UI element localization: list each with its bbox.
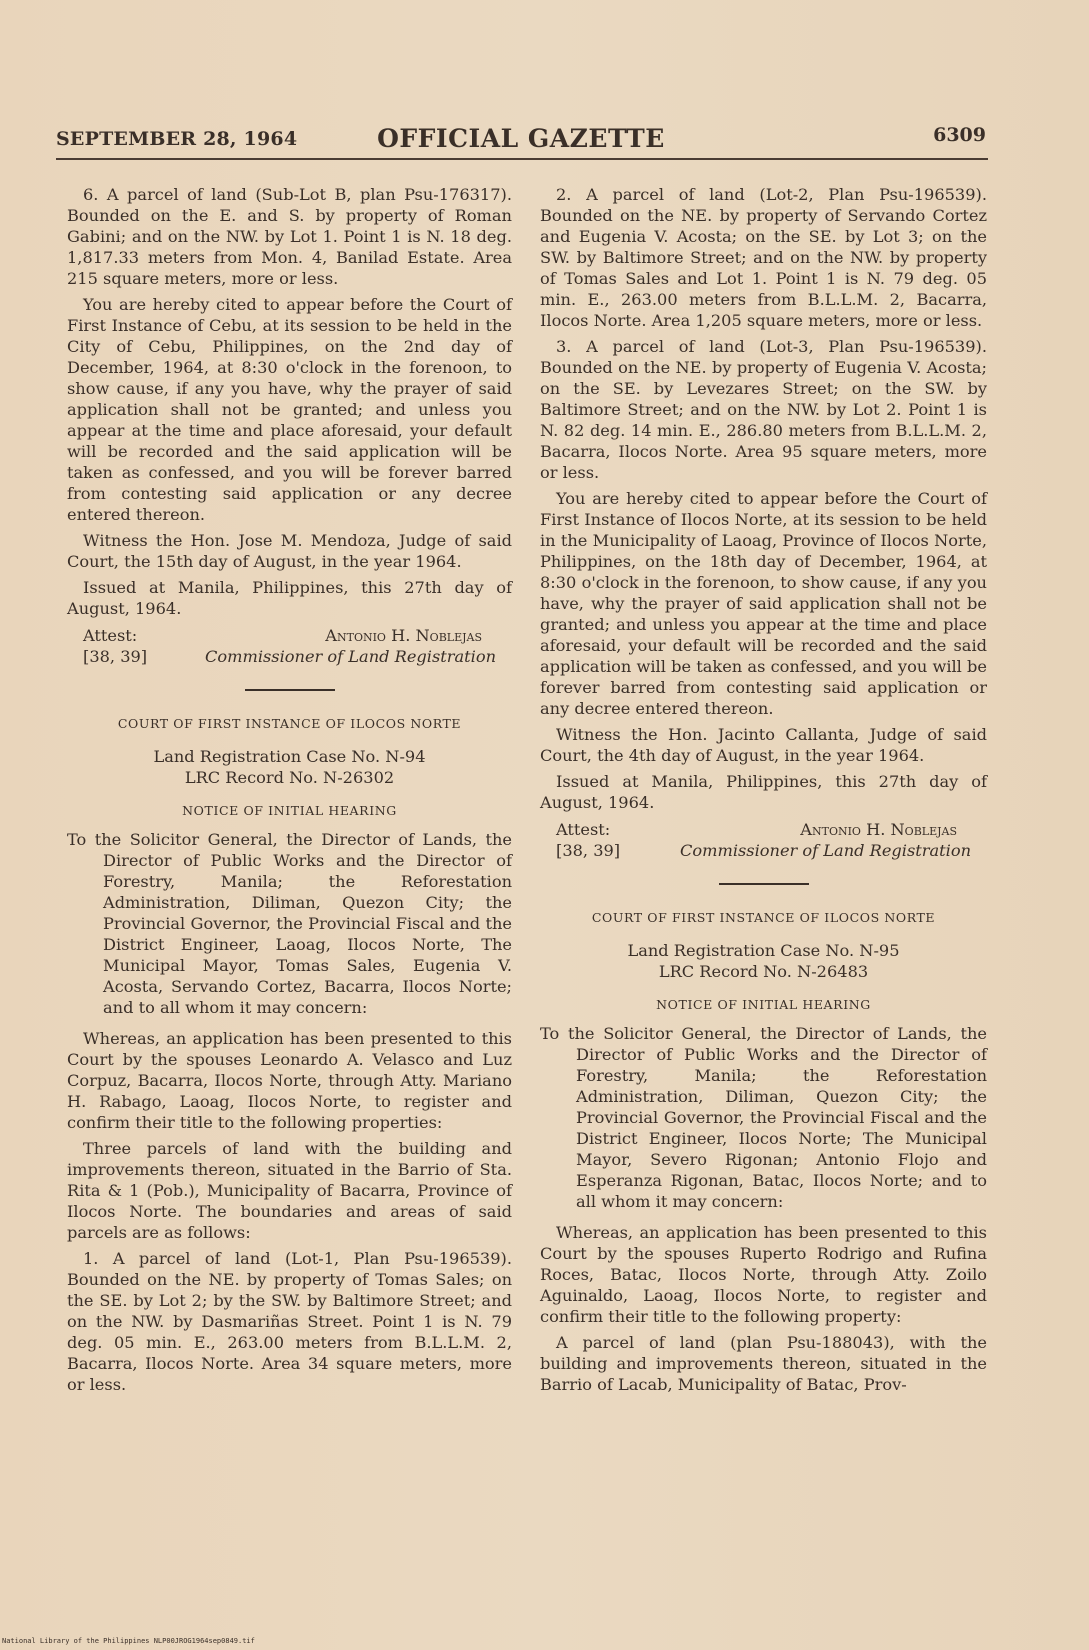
- right-column: [540, 184, 987, 1400]
- case-number: Land Registration Case No. N-94: [153, 747, 426, 766]
- addressees: To the Solicitor General, the Director of Lands, the Director of Public Works and the Director of Forestry, Manila; the Reforestation Administration, Diliman, Quezon City; the Provincial Governor, the Provincial Fiscal and the District Engineer, Ilocos Norte; The Municipal Mayor, Severo Rigonan; Antonio Flojo and Esperanza Rigonan, Batac, Ilocos Norte; and to all whom it may concern:: [540, 1024, 987, 1211]
- attest-role-row: [67, 646, 512, 667]
- paragraph: Witness the Hon. Jacinto Callanta, Judge of said Court, the 4th day of August, in the year 1964.: [540, 725, 987, 765]
- attest-ref: [38, 39]: [83, 647, 148, 666]
- addressees: To the Solicitor General, the Director of Lands, the Director of Public Works and the Director of Forestry, Manila; the Reforestation Administration, Diliman, Quezon City; the Provincial Governor, the Provincial Fiscal and the District Engineer, Laoag, Ilocos Norte, The Municipal Mayor, Tomas Sales, Eugenia V. Acosta, Servando Cortez, Bacarra, Ilocos Norte; and to all whom it may concern:: [67, 830, 512, 1017]
- court-heading: COURT OF FIRST INSTANCE OF ILOCOS NORTE: [591, 910, 936, 925]
- case-number: Land Registration Case No. N-95: [627, 941, 900, 960]
- attest-block: [540, 819, 987, 840]
- paragraph: You are hereby cited to appear before the Court of First Instance of Cebu, at its session to be held in the City of Cebu, Philippines, on the 2nd day of December, 1964, at 8:30 o'clock in the forenoon, to show cause, if any you have, why the prayer of said application shall not be granted; and unless you appear at the time and place aforesaid, your default will be recorded and the said application will be taken as confessed, and you will be forever barred from contesting said application or any decree entered thereon.: [67, 295, 512, 524]
- paragraph: 6. A parcel of land (Sub-Lot B, plan Psu-176317). Bounded on the E. and S. by property of Roman Gabini; and on the NW. by Lot 1. Point 1 is N. 18 deg. 1,817.33 meters from Mon. 4, Banilad Estate. Area 215 square meters, more or less.: [67, 185, 512, 288]
- paragraph: A parcel of land (plan Psu-188043), with the building and improvements thereon, situated in the Barrio of Lacab, Municipality of Batac, Prov-: [540, 1333, 987, 1394]
- page-header: [56, 124, 986, 154]
- header-rule: [56, 158, 988, 160]
- court-heading: COURT OF FIRST INSTANCE OF ILOCOS NORTE: [117, 716, 462, 731]
- attest-label: Attest:: [83, 626, 138, 645]
- scan-source-footer: National Library of the Philippines NLP00JROG1964sep0849.tif: [2, 1637, 255, 1645]
- attest-role: Commissioner of Land Registration: [204, 647, 496, 666]
- notice-heading: NOTICE OF INITIAL HEARING: [182, 803, 397, 818]
- paragraph: Witness the Hon. Jose M. Mendoza, Judge of said Court, the 15th day of August, in the year 1964.: [67, 531, 512, 571]
- attest-block: [67, 625, 512, 646]
- lrc-record-number: LRC Record No. N-26483: [658, 962, 869, 981]
- section-separator: [245, 689, 335, 691]
- paragraph: Whereas, an application has been presented to this Court by the spouses Leonardo A. Velasco and Luz Corpuz, Bacarra, Ilocos Norte, through Atty. Mariano H. Rabago, Laoag, Ilocos Norte, to register and confirm their title to the following properties:: [67, 1029, 512, 1132]
- paragraph: Three parcels of land with the building and improvements thereon, situated in the Barrio of Sta. Rita & 1 (Pob.), Municipality of Bacarra, Province of Ilocos Norte. The boundaries and areas of said parcels are as follows:: [67, 1139, 512, 1242]
- attest-role-row: [540, 840, 987, 861]
- paragraph: 3. A parcel of land (Lot-3, Plan Psu-196539). Bounded on the NE. by property of Eugenia V. Acosta; on the SE. by Levezares Street; on the SW. by Baltimore Street; and on the NW. by Lot 2. Point 1 is N. 82 deg. 14 min. E., 286.80 meters from B.L.L.M. 2, Bacarra, Ilocos Norte. Area 95 square meters, more or less.: [540, 337, 987, 482]
- lrc-record-number: LRC Record No. N-26302: [184, 768, 395, 787]
- paragraph: Whereas, an application has been presented to this Court by the spouses Ruperto Rodrigo and Rufina Roces, Batac, Ilocos Norte, through Atty. Zoilo Aguinaldo, Laoag, Ilocos Norte, to register and confirm their title to the following property:: [540, 1223, 987, 1326]
- attest-label: Attest:: [556, 820, 611, 839]
- notice-heading: NOTICE OF INITIAL HEARING: [656, 997, 871, 1012]
- section-separator: [719, 883, 809, 885]
- attest-name: Antonio H. Noblejas: [800, 820, 957, 839]
- attest-ref: [38, 39]: [556, 841, 621, 860]
- paragraph: Issued at Manila, Philippines, this 27th day of August, 1964.: [540, 772, 987, 812]
- attest-name: Antonio H. Noblejas: [325, 626, 482, 645]
- left-column: [67, 184, 512, 1400]
- attest-role: Commissioner of Land Registration: [679, 841, 971, 860]
- paragraph: You are hereby cited to appear before the Court of First Instance of Ilocos Norte, at its session to be held in the Municipality of Laoag, Province of Ilocos Norte, Philippines, on the 18th day of December, 1964, at 8:30 o'clock in the forenoon, to show cause, if any you have, why the prayer of said application shall not be granted; and unless you appear at the time and place aforesaid, your default will be recorded and the said application will be taken as confessed, and you will be forever barred from contesting said application or any decree entered thereon.: [540, 489, 987, 718]
- paragraph: 2. A parcel of land (Lot-2, Plan Psu-196539). Bounded on the NE. by property of Servando Cortez and Eugenia V. Acosta; on the SE. by Lot 3; on the SW. by Baltimore Street; and on the NW. by property of Tomas Sales and Lot 1. Point 1 is N. 79 deg. 05 min. E., 263.00 meters from B.L.L.M. 2, Bacarra, Ilocos Norte. Area 1,205 square meters, more or less.: [540, 185, 987, 330]
- issue-date: SEPTEMBER 28, 1964: [56, 128, 298, 150]
- paragraph: 1. A parcel of land (Lot-1, Plan Psu-196539). Bounded on the NE. by property of Tomas Sales; on the SE. by Lot 2; by the SW. by Baltimore Street; and on the NW. by Dasmariñas Street. Point 1 is N. 79 deg. 05 min. E., 263.00 meters from B.L.L.M. 2, Bacarra, Ilocos Norte. Area 34 square meters, more or less.: [67, 1249, 512, 1394]
- paragraph: Issued at Manila, Philippines, this 27th day of August, 1964.: [67, 578, 512, 618]
- page-number: 6309: [933, 124, 986, 146]
- publication-title: OFFICIAL GAZETTE: [377, 124, 665, 153]
